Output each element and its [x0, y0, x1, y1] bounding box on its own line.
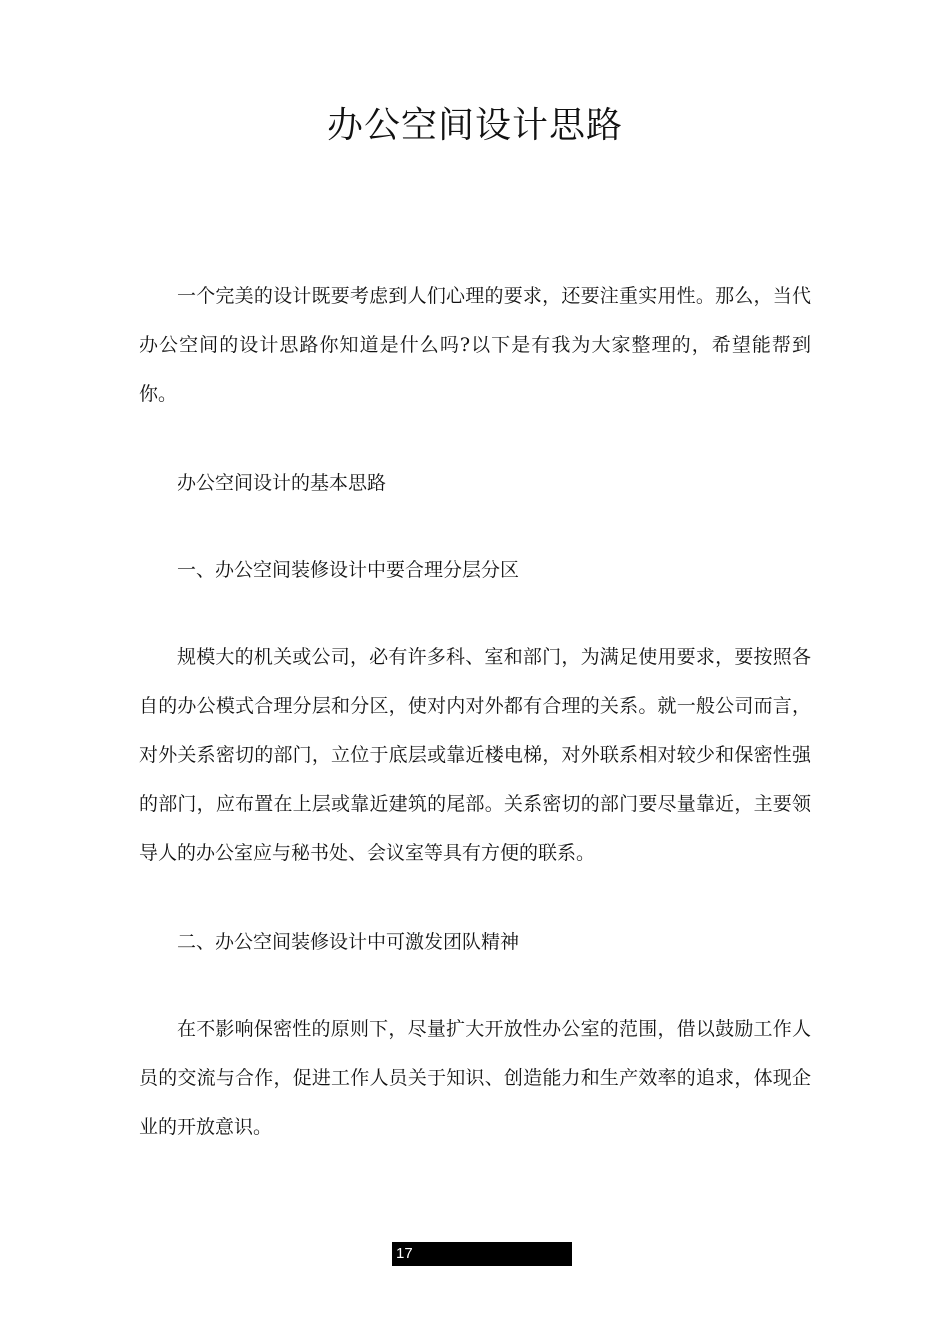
page-title: 办公空间设计思路: [326, 105, 623, 146]
intro-paragraph: 一个完美的设计既要考虑到人们心理的要求，还要注重实用性。那么，当代办公空间的设计思路你知道是什么吗?以下是有我为大家整理的，希望能帮到你。: [139, 285, 811, 405]
document-body: [139, 272, 811, 1152]
page-footer: [392, 1242, 572, 1266]
subsection-heading-2: 二、办公空间装修设计中可激发团队精神: [177, 931, 520, 953]
paragraph-spacer: [139, 419, 811, 459]
paragraph-spacer: [139, 967, 811, 1005]
subsection-heading-1: 一、办公空间装修设计中要合理分层分区: [177, 559, 520, 581]
page-number: 17: [396, 1245, 413, 1262]
paragraph-spacer: [139, 508, 811, 546]
paragraph-spacer: [139, 878, 811, 918]
paragraph-spacer: [139, 595, 811, 633]
section-heading: 办公空间设计的基本思路: [177, 472, 387, 494]
body-paragraph-1: 规模大的机关或公司，必有许多科、室和部门，为满足使用要求，要按照各自的办公模式合理分层和分区，使对内对外都有合理的关系。就一般公司而言，对外关系密切的部门，立位于底层或靠近楼电梯，对外联系相对较少和保密性强的部门，应布置在上层或靠近建筑的尾部。关系密切的部门要尽量靠近，主要领导人的办公室应与秘书处、会议室等具有方便的联系。: [139, 646, 811, 864]
body-paragraph-2: 在不影响保密性的原则下，尽量扩大开放性办公室的范围，借以鼓励工作人员的交流与合作，促进工作人员关于知识、创造能力和生产效率的追求，体现企业的开放意识。: [139, 1018, 811, 1138]
